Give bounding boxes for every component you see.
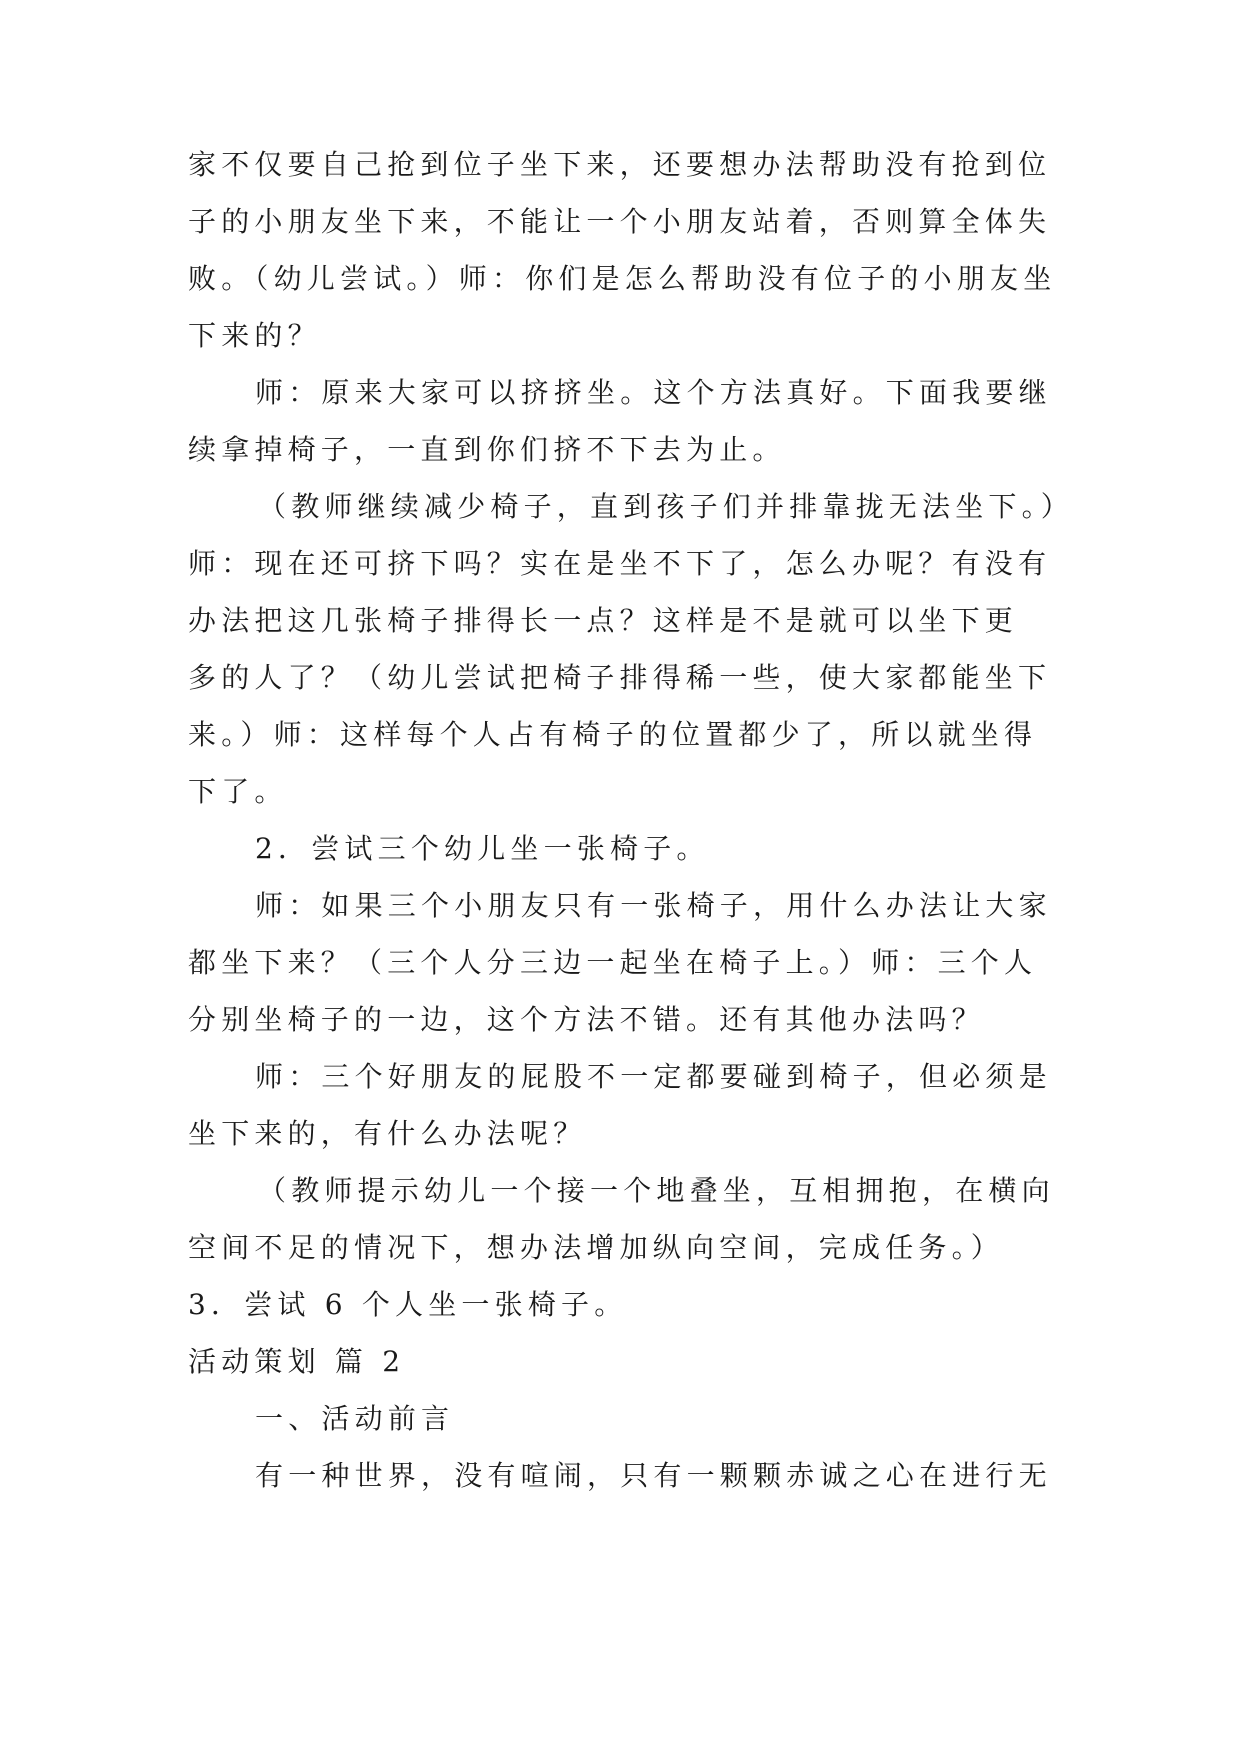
text-line-17: 师：三个好朋友的屁股不一定都要碰到椅子，但必须是 (255, 1060, 1052, 1093)
text-line-9: 办法把这几张椅子排得长一点？这样是不是就可以坐下更 (188, 604, 1019, 637)
text-line-7: （教师继续减少椅子，直到孩子们并排靠拢无法坐下。） (258, 490, 1075, 523)
text-line-8: 师：现在还可挤下吗？实在是坐不下了，怎么办呢？有没有 (188, 547, 1052, 580)
text-line-16: 分别坐椅子的一边，这个方法不错。还有其他办法吗？ (188, 1003, 985, 1036)
section-heading: 活动策划 篇 2 (188, 1345, 406, 1378)
text-line-6: 续拿掉椅子，一直到你们挤不下去为止。 (188, 433, 786, 466)
text-line-4: 下来的？ (188, 319, 321, 352)
text-line-10: 多的人了？（幼儿尝试把椅子排得稀一些，使大家都能坐下 (188, 661, 1052, 694)
text-line-3: 败。（幼儿尝试。）师：你们是怎么帮助没有位子的小朋友坐 (188, 262, 1057, 295)
text-line-12: 下了。 (188, 775, 288, 808)
text-line-20: 空间不足的情况下，想办法增加纵向空间，完成任务。） (188, 1231, 1005, 1264)
text-line-13: 2．尝试三个幼儿坐一张椅子。 (255, 832, 710, 865)
text-line-2: 子的小朋友坐下来，不能让一个小朋友站着，否则算全体失 (188, 205, 1052, 238)
text-line-18: 坐下来的，有什么办法呢？ (188, 1117, 587, 1150)
text-line-14: 师：如果三个小朋友只有一张椅子，用什么办法让大家 (255, 889, 1052, 922)
text-line-1: 家不仅要自己抢到位子坐下来，还要想办法帮助没有抢到位 (188, 148, 1052, 181)
text-line-23: 一、活动前言 (255, 1402, 455, 1435)
text-line-24: 有一种世界，没有喧闹，只有一颗颗赤诚之心在进行无 (255, 1459, 1052, 1492)
text-line-5: 师：原来大家可以挤挤坐。这个方法真好。下面我要继 (255, 376, 1052, 409)
text-line-19: （教师提示幼儿一个接一个地叠坐，互相拥抱，在横向 (258, 1174, 1055, 1207)
text-line-21: 3．尝试 6 个人坐一张椅子。 (188, 1288, 628, 1321)
text-line-15: 都坐下来？（三个人分三边一起坐在椅子上。）师：三个人 (188, 946, 1038, 979)
text-line-11: 来。）师：这样每个人占有椅子的位置都少了，所以就坐得 (188, 718, 1038, 751)
